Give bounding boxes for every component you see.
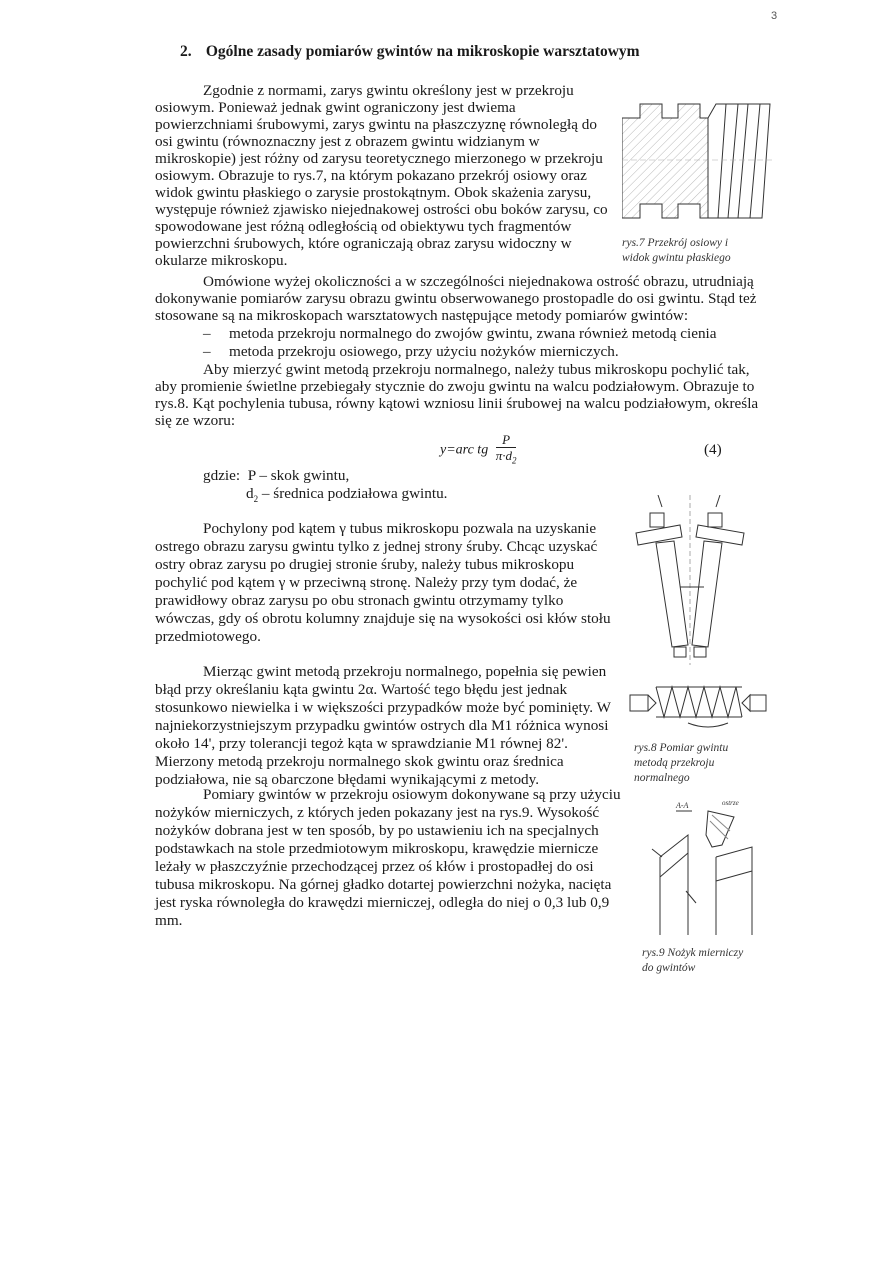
formula-numerator: P bbox=[496, 432, 517, 448]
figure-7-caption-line: widok gwintu płaskiego bbox=[622, 252, 731, 264]
text-line: stosowane są na mikroskopach warsztatowych następujące metody pomiarów gwintów: bbox=[155, 307, 689, 324]
list-item-text: metoda przekroju normalnego do zwojów gwintu, zwana również metodą cienia bbox=[229, 325, 717, 342]
text-line: około 14', przy tolerancji tegoż kąta w sprawdzianie M1 równej 82'. bbox=[155, 735, 568, 752]
figure-8-microscope-tilt bbox=[628, 495, 776, 735]
text-line: osiowym. Ponieważ jednak gwint ograniczony jest dwiema bbox=[155, 99, 516, 116]
text-line: dokonywanie pomiarów zarysu obrazu gwintu obserwowanego prostopadle do osi gwintu. Stąd też bbox=[155, 290, 757, 307]
text-line: Zgodnie z normami, zarys gwintu określony jest w przekroju bbox=[203, 82, 574, 99]
text-line: Pochylony pod kątem γ tubus mikroskopu pozwala na uzyskanie bbox=[203, 520, 597, 537]
text-line: spowodowane jest różną odległością od obiektywu tych fragmentów bbox=[155, 218, 572, 235]
formula-denominator bbox=[496, 448, 517, 469]
figure-9-label-section: A-A bbox=[676, 801, 689, 810]
text-line: jest ryska równoległa do krawędzi mierniczej, odległa do niej o 0,3 lub 0,9 bbox=[155, 894, 610, 911]
formula-lhs: y=arc tg bbox=[440, 442, 489, 458]
section-number: 2. bbox=[180, 43, 192, 60]
formula-4 bbox=[440, 432, 516, 469]
legend-item: P – skok gwintu, bbox=[247, 467, 350, 484]
formula-fraction bbox=[496, 432, 517, 469]
text-line: Pomiary gwintów w przekroju osiowym dokonywane są przy użyciu bbox=[203, 786, 621, 803]
legend-symbol-sub: 2 bbox=[253, 494, 259, 505]
text-line: mikroskopie) jest różny od zarysu teoretycznego mierzonego w przekroju bbox=[155, 150, 603, 167]
legend-item: – średnica podziałowa gwintu. bbox=[258, 485, 448, 502]
section-title: Ogólne zasady pomiarów gwintów na mikroskopie warsztatowym bbox=[205, 43, 640, 60]
list-item bbox=[203, 343, 619, 360]
bullet-dash: – bbox=[203, 343, 211, 360]
text-line: powierzchniami śrubowymi, zarys gwintu na płaszczyznę równoległą do bbox=[155, 116, 597, 133]
text-line: nożyków mierniczych, z których jeden pokazany jest na rys.9. Wysokość bbox=[155, 804, 600, 821]
text-line: aby promienie świetlne przebiegały stycznie do zwoju gwintu na walcu podziałowym. Obrazuje to bbox=[155, 378, 755, 395]
text-line: stosunkowo niewielka i w większości przypadków może być pominięty. W bbox=[155, 699, 611, 716]
page-number: 3 bbox=[771, 10, 778, 22]
text-line: powierzchni śrubowych, które ograniczają obraz zarysu widoczny w bbox=[155, 235, 572, 252]
text-line: wówczas, gdy oś obrotu kolumny znajduje się na wysokości osi kłów stołu bbox=[155, 610, 611, 627]
text-line: widok gwintu płaskiego o zarysie prostokątnym. Obok skażenia zarysu, bbox=[155, 184, 592, 201]
text-line: rys.8. Kąt pochylenia tubusa, równy kątowi wzniosu linii śrubowej na walcu podziałowym, określa bbox=[155, 395, 759, 412]
text-line: Aby mierzyć gwint metodą przekroju normalnego, należy tubus mikroskopu pochylić tak, bbox=[203, 361, 750, 378]
list-item bbox=[203, 325, 717, 342]
text-line: osi gwintu (równoznaczny jest z obrazem gwintu widzianym w bbox=[155, 133, 540, 150]
text-line: okularze mikroskopu. bbox=[155, 252, 288, 269]
text-line: prawidłowy obraz zarysu po obu stronach gwintu otrzymamy tylko bbox=[155, 592, 564, 609]
text-line: występuje również zjawisko niejednakowej ostrości obu boków zarysu, co bbox=[155, 201, 608, 218]
equation-number: (4) bbox=[704, 441, 722, 458]
figure-9-measuring-knife bbox=[640, 795, 770, 940]
text-line: podstawkach na stole przedmiotowym mikroskopu, krawędzie miernicze bbox=[155, 840, 599, 857]
text-line: tubusa mikroskopu. Na górnej gładko dotartej powierzchni nożyka, nacięta bbox=[155, 876, 612, 893]
text-line: osiowym. Obrazuje to rys.7, na którym pokazano przekrój osiowy oraz bbox=[155, 167, 587, 184]
text-line: nożyków dobrana jest w ten sposób, by po ustawieniu ich na specjalnych bbox=[155, 822, 599, 839]
text-line: podziałowa, nie są obarczone błędami wynikającymi z metody. bbox=[155, 771, 540, 788]
text-line: się ze wzoru: bbox=[155, 412, 236, 429]
figure-8-caption-line: rys.8 Pomiar gwintu bbox=[634, 742, 729, 754]
figure-9-caption-line: rys.9 Nożyk mierniczy bbox=[642, 947, 744, 959]
text-line: Mierząc gwint metodą przekroju normalnego, popełnia się pewien bbox=[203, 663, 607, 680]
text-line: przedmiotowego. bbox=[155, 628, 261, 645]
text-line: leżały w płaszczyźnie przechodzącej przez oś kłów i prostopadłej do osi bbox=[155, 858, 594, 875]
bullet-dash: – bbox=[203, 325, 211, 342]
figure-7-caption-line: rys.7 Przekrój osiowy i bbox=[622, 237, 729, 249]
legend-line bbox=[203, 467, 349, 484]
text-line: błąd przy określaniu kąta gwintu 2α. Wartość tego błędu jest jednak bbox=[155, 681, 568, 698]
text-line: mm. bbox=[155, 912, 183, 929]
legend-line bbox=[246, 485, 447, 508]
figure-8-caption-line: metodą przekroju bbox=[634, 757, 715, 769]
list-item-text: metoda przekroju osiowego, przy użyciu nożyków mierniczych. bbox=[229, 343, 619, 360]
figure-7-thread-profile bbox=[622, 100, 774, 232]
text-line: Omówione wyżej okoliczności a w szczególności niejednakowa ostrość obrazu, utrudniają bbox=[203, 273, 754, 290]
text-line: ostry obraz zarysu po drugiej stronie śruby, należy tubus mikroskopu bbox=[155, 556, 575, 573]
denominator-text: π·d bbox=[495, 448, 512, 463]
figure-9-caption-line: do gwintów bbox=[642, 962, 696, 974]
text-line: najniekorzystniejszym przypadku gwintów ostrych dla M1 różnica wynosi bbox=[155, 717, 609, 734]
figure-9-label-edge: ostrze bbox=[722, 799, 739, 807]
text-line: pochylić pod kątem γ w przeciwną stronę. Należy przy tym dodać, że bbox=[155, 574, 578, 591]
legend-symbol: d bbox=[246, 485, 254, 502]
figure-8-caption-line: normalnego bbox=[634, 772, 690, 784]
denominator-subscript: 2 bbox=[511, 455, 517, 466]
section-heading bbox=[180, 43, 640, 61]
legend-label: gdzie: bbox=[203, 467, 241, 484]
text-line: Mierzony metodą przekroju normalnego skok gwintu oraz średnica bbox=[155, 753, 564, 770]
text-line: ostrego obrazu zarysu gwintu tylko z jednej strony śruby. Chcąc uzyskać bbox=[155, 538, 598, 555]
